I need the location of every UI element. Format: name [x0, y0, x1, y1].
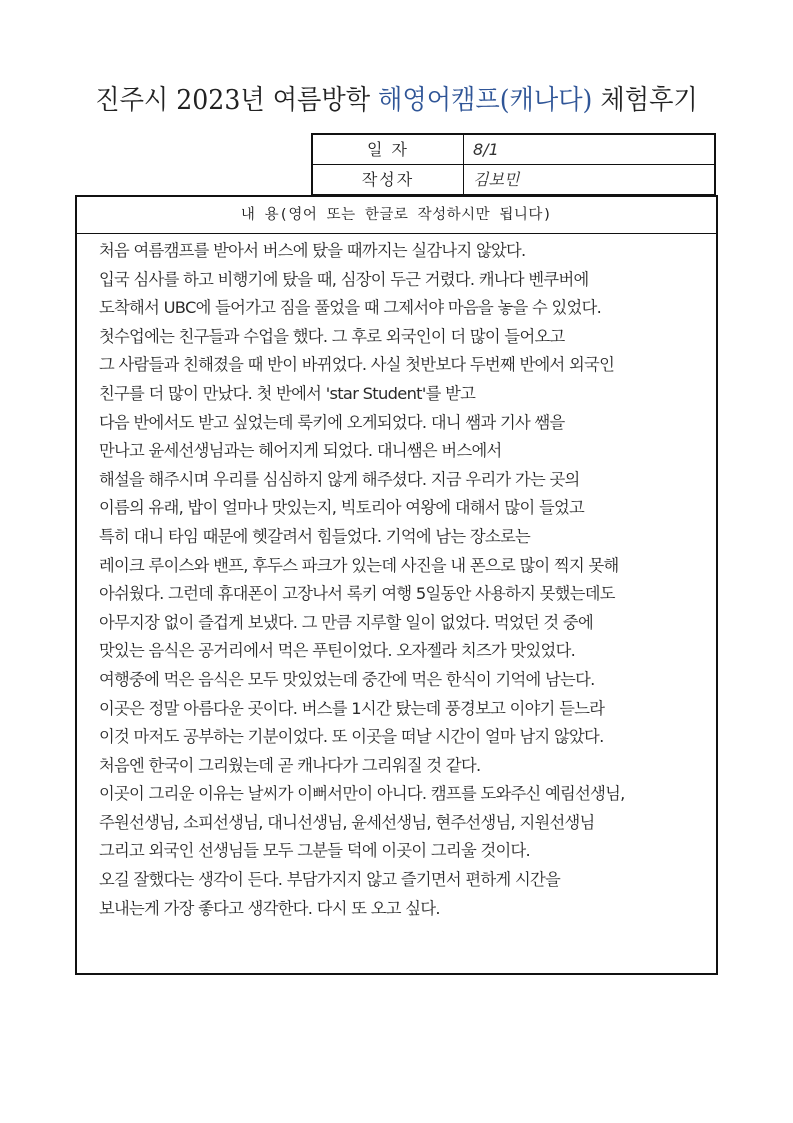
info-table: [311, 133, 716, 196]
content-line: 입국 심사를 하고 비행기에 탔을 때, 심장이 두근 거렸다. 캐나다 벤쿠버에: [99, 269, 589, 289]
content-line: 오길 잘했다는 생각이 든다. 부담가지지 않고 즐기면서 편하게 시간을: [99, 870, 561, 890]
content-line: 주원선생님, 소피선생님, 대니선생님, 윤세선생님, 현주선생님, 지원선생님: [99, 812, 595, 832]
date-value: 8/1: [473, 140, 499, 159]
content-line: 첫수업에는 친구들과 수업을 했다. 그 후로 외국인이 더 많이 들어오고: [99, 326, 565, 346]
title-camp-name: 해영어캠프(캐나다): [378, 85, 593, 116]
content-box: [75, 195, 718, 975]
date-row: [313, 135, 714, 165]
content-line: 만나고 윤세선생님과는 헤어지게 되었다. 대니쌤은 버스에서: [99, 441, 502, 461]
author-row: [313, 165, 714, 194]
content-line: 해설을 해주시며 우리를 심심하지 않게 해주셨다. 지금 우리가 가는 곳의: [99, 469, 580, 489]
content-line: 처음엔 한국이 그리웠는데 곧 캐나다가 그리워질 것 같다.: [99, 755, 481, 775]
title-suffix: 체험후기: [592, 85, 698, 116]
title-prefix: 진주시 2023년 여름방학: [95, 85, 379, 116]
content-line: 보내는게 가장 좋다고 생각한다. 다시 또 오고 싶다.: [99, 898, 440, 918]
content-line: 이것 마저도 공부하는 기분이었다. 또 이곳을 떠날 시간이 얼마 남지 않았다.: [99, 727, 604, 747]
content-line: 그 사람들과 친해졌을 때 반이 바뀌었다. 사실 첫반보다 두번째 반에서 외국인: [99, 355, 615, 375]
content-line: 아쉬웠다. 그런데 휴대폰이 고장나서 록키 여행 5일동안 사용하지 못했는데도: [99, 584, 615, 604]
content-line: 처음 여름캠프를 받아서 버스에 탔을 때까지는 실감나지 않았다.: [99, 241, 526, 260]
content-line: 여행중에 먹은 음식은 모두 맛있었는데 중간에 먹은 한식이 기억에 남는다.: [99, 669, 595, 689]
content-lines: [99, 237, 704, 923]
content-line: 이름의 유래, 밥이 얼마나 맛있는지, 빅토리아 여왕에 대해서 많이 들었고: [99, 498, 585, 518]
content-line: 다음 반에서도 받고 싶었는데 룩키에 오게되었다. 대니 쌤과 기사 쌤을: [99, 412, 565, 432]
content-line: 레이크 루이스와 밴프, 후두스 파크가 있는데 사진을 내 폰으로 많이 찍지 못해: [99, 555, 619, 575]
author-label: 작성자: [313, 165, 464, 194]
content-line: 친구를 더 많이 만났다. 첫 반에서 'star Student'를 받고: [99, 383, 476, 403]
content-line: 이곳이 그리운 이유는 날씨가 이뻐서만이 아니다. 캠프를 도와주신 예림선생님,: [99, 784, 625, 804]
content-line: 이곳은 정말 아름다운 곳이다. 버스를 1시간 탔는데 풍경보고 이야기 듣느라: [99, 698, 605, 718]
content-line: 아무지장 없이 즐겁게 보냈다. 그 만큼 지루할 일이 없었다. 먹었던 것 중에: [99, 612, 593, 632]
author-value: 김보민: [473, 170, 520, 189]
content-line: 도착해서 UBC에 들어가고 짐을 풀었을 때 그제서야 마음을 놓을 수 있었다.: [99, 298, 602, 318]
content-header: 내 용(영어 또는 한글로 작성하시만 됩니다): [77, 197, 716, 234]
content-line: 특히 대니 타임 때문에 헷갈려서 힘들었다. 기억에 남는 장소로는: [99, 526, 531, 546]
content-line: 맛있는 음식은 공거리에서 먹은 푸틴이었다. 오자젤라 치즈가 맛있었다.: [99, 641, 576, 661]
date-label: 일 자: [313, 135, 464, 164]
page-title: [27, 78, 767, 117]
content-line: 그리고 외국인 선생님들 모두 그분들 덕에 이곳이 그리울 것이다.: [99, 841, 531, 861]
